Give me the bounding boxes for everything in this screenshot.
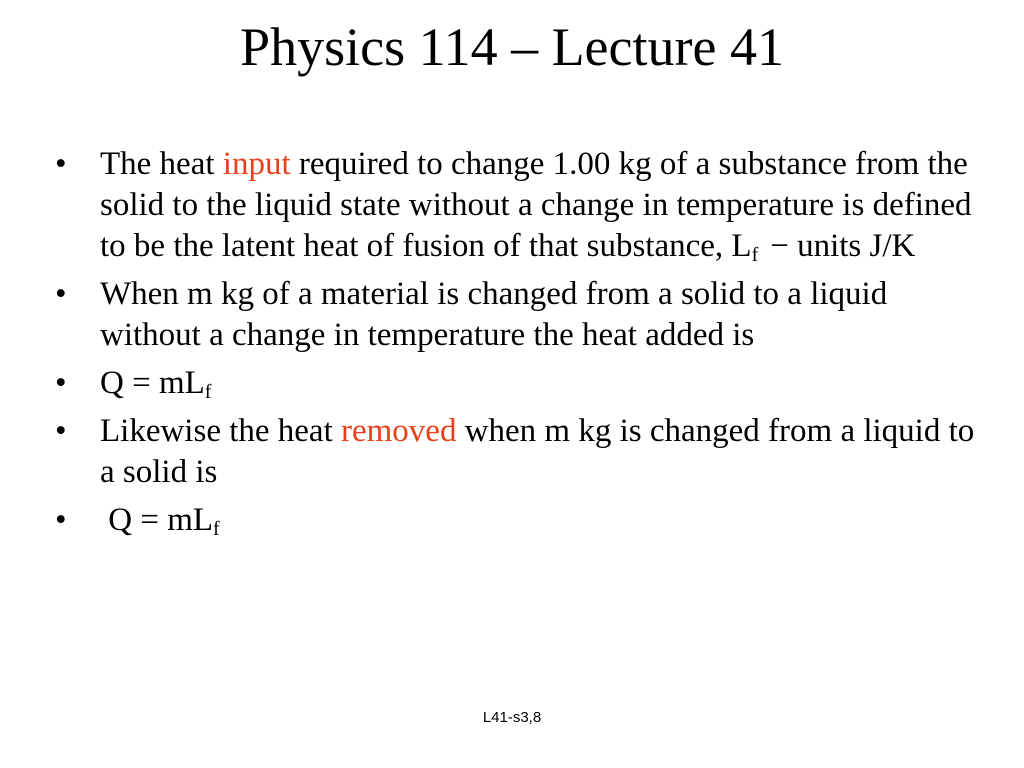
bullet-equation-1	[55, 363, 975, 404]
bullet-heat-added	[55, 274, 975, 356]
subscript-f: f	[751, 244, 759, 266]
slide-footer: L41-s3,8	[482, 709, 542, 726]
highlight-removed: removed	[341, 413, 457, 449]
bullet-marker: •	[55, 365, 67, 401]
bullet-equation-2	[55, 500, 975, 541]
bullet-text: When m kg of a material is changed from a solid to a liquid without a change in temperature the heat added is	[100, 276, 888, 353]
highlight-input: input	[222, 146, 291, 182]
bullet-text: when m kg is changed from a liquid to a solid is	[100, 413, 975, 490]
equation-text: Q = mL	[100, 502, 214, 538]
bullet-latent-heat-definition	[55, 144, 975, 267]
bullet-marker: •	[55, 502, 67, 538]
bullet-text: required to change 1.00 kg of a substance from the solid to the liquid state without a change in temperature is defined to be the latent heat of fusion of that substance, L	[100, 146, 972, 264]
bullet-text: The heat	[100, 146, 223, 182]
bullet-marker: •	[55, 146, 67, 182]
bullet-list	[55, 144, 975, 548]
slide-title: Physics 114 – Lecture 41	[240, 17, 784, 77]
subscript-f: f	[213, 518, 220, 540]
subscript-f: f	[204, 381, 212, 403]
equation-text: Q = mL	[100, 365, 205, 401]
bullet-text: Likewise the heat	[100, 413, 341, 449]
units-text: − units J/K	[770, 228, 916, 264]
bullet-heat-removed	[55, 411, 975, 493]
bullet-marker: •	[55, 413, 67, 449]
bullet-marker: •	[55, 276, 67, 312]
